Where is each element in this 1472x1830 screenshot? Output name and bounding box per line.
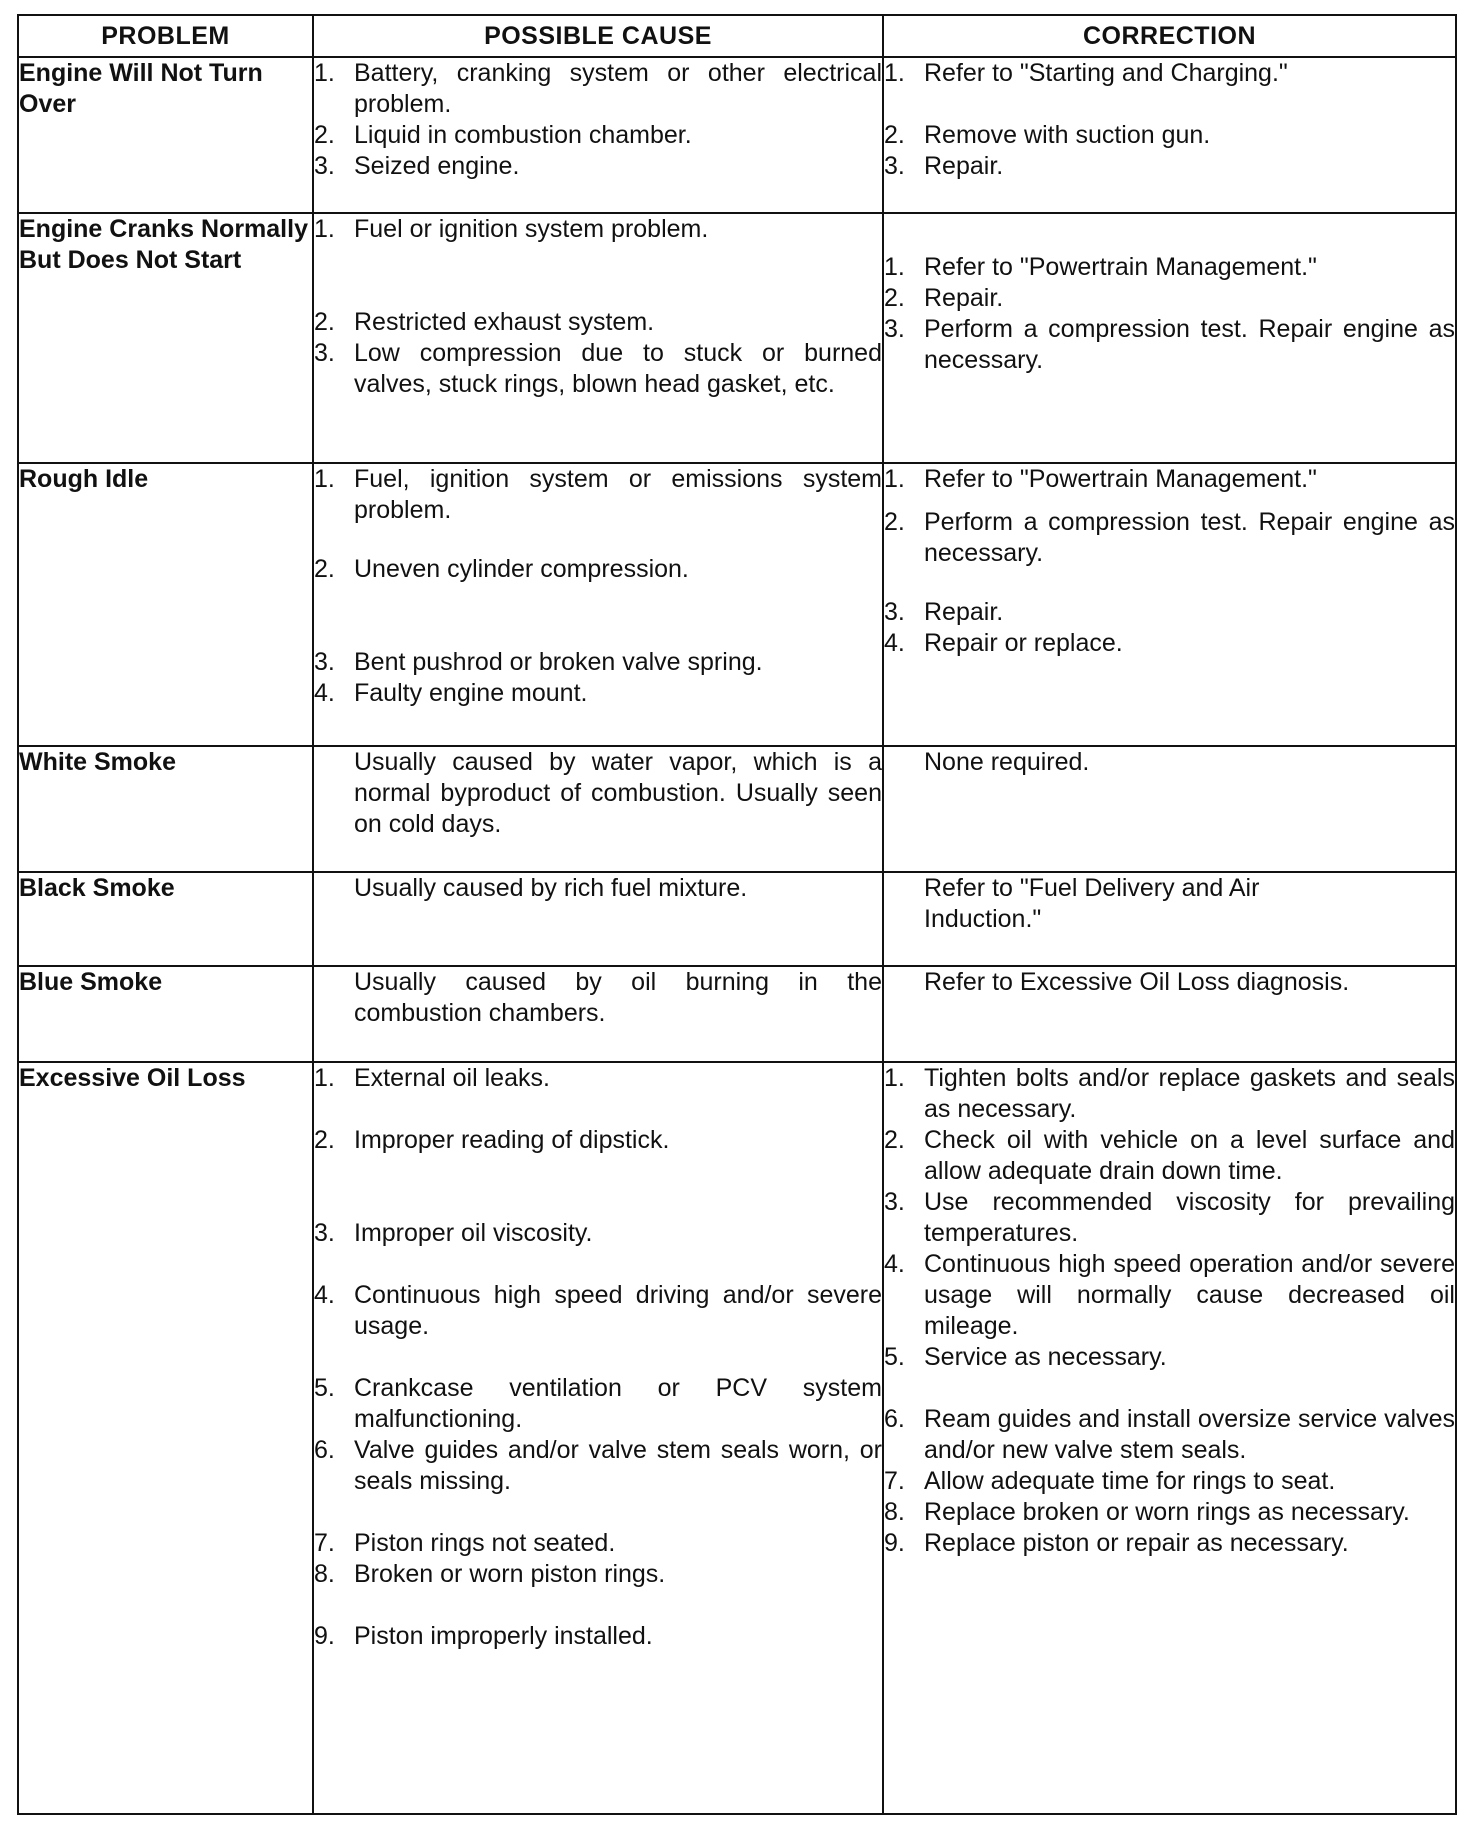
correction-item [884, 120, 1455, 151]
item-number: 3. [314, 1219, 335, 1247]
item-text: Use recommended viscosity for prevailing temperatures. [924, 1188, 1455, 1247]
header-possible-cause: POSSIBLE CAUSE [313, 15, 883, 57]
cause-cell [313, 966, 883, 1062]
correction-text: Refer to Excessive Oil Loss diagnosis. [924, 968, 1350, 996]
item-number: 8. [884, 1498, 905, 1526]
table-row [18, 746, 1456, 872]
correction-item [884, 1497, 1455, 1528]
correction-text: None required. [924, 748, 1090, 776]
correction-cell [883, 872, 1456, 966]
cause-item [314, 307, 882, 338]
item-text: Seized engine. [354, 152, 520, 180]
cause-item [314, 151, 882, 182]
cause-cell [313, 213, 883, 463]
item-text: Ream guides and install oversize service valves and/or new valve stem seals. [924, 1405, 1455, 1464]
item-text: Fuel or ignition system problem. [354, 215, 709, 243]
item-text: Low compression due to stuck or burned valves, stuck rings, blown head gasket, etc. [354, 339, 882, 398]
item-text: Remove with suction gun. [924, 121, 1211, 149]
item-number: 6. [314, 1436, 335, 1464]
item-text: Improper oil viscosity. [354, 1219, 593, 1247]
item-text: Uneven cylinder compression. [354, 555, 689, 583]
header-correction: CORRECTION [883, 15, 1456, 57]
table-row [18, 57, 1456, 213]
correction-item [884, 464, 1455, 495]
correction-item [884, 252, 1455, 283]
item-number: 4. [884, 1250, 905, 1278]
item-text: Check oil with vehicle on a level surface and allow adequate drain down time. [924, 1126, 1455, 1185]
problem-cell: Blue Smoke [18, 966, 313, 1062]
cause-item [314, 1218, 882, 1249]
item-number: 4. [884, 629, 905, 657]
cause-item [314, 58, 882, 120]
problem-cell: Engine Cranks Normally But Does Not Start [18, 213, 313, 463]
correction-item [884, 1249, 1455, 1342]
cause-cell [313, 463, 883, 746]
correction-item [884, 1125, 1455, 1187]
item-text: Restricted exhaust system. [354, 308, 655, 336]
cause-item [314, 214, 882, 245]
correction-item [884, 58, 1455, 89]
item-text: Replace piston or repair as necessary. [924, 1529, 1349, 1557]
cause-text: Usually caused by water vapor, which is a normal byproduct of combustion. Usually seen on cold days. [354, 748, 882, 838]
item-number: 4. [314, 1281, 335, 1309]
item-text: Crankcase ventilation or PCV system malfunctioning. [354, 1374, 882, 1433]
cause-cell [313, 746, 883, 872]
item-number: 3. [884, 152, 905, 180]
item-text: Liquid in combustion chamber. [354, 121, 692, 149]
correction-item [884, 1342, 1455, 1373]
table-row [18, 872, 1456, 966]
item-number: 1. [884, 465, 905, 493]
cause-text: Usually caused by oil burning in the combustion chambers. [354, 968, 882, 1027]
item-number: 3. [884, 598, 905, 626]
correction-item [884, 628, 1455, 659]
item-text: Refer to "Powertrain Management." [924, 253, 1317, 281]
cause-item [314, 1435, 882, 1497]
item-number: 2. [314, 121, 335, 149]
item-number: 1. [884, 1064, 905, 1092]
correction-cell [883, 57, 1456, 213]
item-number: 9. [314, 1622, 335, 1650]
cause-item [314, 1063, 882, 1094]
item-number: 4. [314, 679, 335, 707]
item-text: Piston improperly installed. [354, 1622, 653, 1650]
item-number: 1. [314, 215, 335, 243]
cause-item [314, 1621, 882, 1652]
item-number: 3. [884, 315, 905, 343]
item-number: 7. [884, 1467, 905, 1495]
cause-item [314, 678, 882, 709]
item-number: 3. [314, 339, 335, 367]
correction-text: Refer to "Fuel Delivery and Air Induction." [924, 874, 1260, 933]
item-text: Piston rings not seated. [354, 1529, 616, 1557]
item-text: Valve guides and/or valve stem seals worn, or seals missing. [354, 1436, 882, 1495]
item-number: 1. [314, 1064, 335, 1092]
engine-diagnosis-table [17, 14, 1457, 1815]
cause-item [314, 1559, 882, 1590]
item-number: 3. [314, 152, 335, 180]
cause-item [314, 554, 882, 585]
correction-item [884, 597, 1455, 628]
correction-item [884, 1063, 1455, 1125]
correction-item [884, 1404, 1455, 1466]
item-text: Refer to "Starting and Charging." [924, 59, 1288, 87]
item-number: 1. [884, 59, 905, 87]
cause-item [314, 647, 882, 678]
cause-item [314, 1280, 882, 1342]
cause-item [314, 1125, 882, 1156]
item-number: 2. [884, 508, 905, 536]
table-row [18, 966, 1456, 1062]
item-text: Tighten bolts and/or replace gaskets and seals as necessary. [924, 1064, 1455, 1123]
item-number: 3. [314, 648, 335, 676]
correction-cell [883, 463, 1456, 746]
item-text: Repair or replace. [924, 629, 1123, 657]
correction-cell [883, 1062, 1456, 1814]
item-text: Improper reading of dipstick. [354, 1126, 670, 1154]
item-number: 7. [314, 1529, 335, 1557]
cause-cell [313, 872, 883, 966]
correction-cell [883, 213, 1456, 463]
problem-cell: Black Smoke [18, 872, 313, 966]
item-text: Perform a compression test. Repair engine as necessary. [924, 315, 1455, 374]
item-text: Refer to "Powertrain Management." [924, 465, 1317, 493]
cause-item [314, 1528, 882, 1559]
table-row [18, 463, 1456, 746]
item-text: Continuous high speed operation and/or severe usage will normally cause decreased oil mileage. [924, 1250, 1455, 1340]
item-number: 8. [314, 1560, 335, 1588]
item-text: Broken or worn piston rings. [354, 1560, 666, 1588]
correction-item [884, 1466, 1455, 1497]
header-problem: PROBLEM [18, 15, 313, 57]
cause-item [314, 120, 882, 151]
correction-cell [883, 966, 1456, 1062]
header-row [18, 15, 1456, 57]
item-number: 2. [884, 1126, 905, 1154]
item-number: 3. [884, 1188, 905, 1216]
item-number: 2. [884, 284, 905, 312]
item-number: 2. [314, 308, 335, 336]
item-number: 2. [314, 555, 335, 583]
item-text: Repair. [924, 152, 1004, 180]
item-text: Battery, cranking system or other electrical problem. [354, 59, 882, 118]
item-text: Bent pushrod or broken valve spring. [354, 648, 763, 676]
item-number: 9. [884, 1529, 905, 1557]
correction-cell [883, 746, 1456, 872]
item-number: 1. [884, 253, 905, 281]
item-text: Repair. [924, 284, 1004, 312]
correction-item [884, 507, 1455, 569]
cause-item [314, 464, 882, 526]
item-number: 6. [884, 1405, 905, 1433]
item-number: 2. [314, 1126, 335, 1154]
item-number: 1. [314, 465, 335, 493]
item-text: Replace broken or worn rings as necessary. [924, 1498, 1410, 1526]
problem-cell: White Smoke [18, 746, 313, 872]
correction-item [884, 314, 1455, 376]
correction-item [884, 151, 1455, 182]
item-text: Perform a compression test. Repair engine as necessary. [924, 508, 1455, 567]
correction-item [884, 1187, 1455, 1249]
correction-item [884, 283, 1455, 314]
item-text: External oil leaks. [354, 1064, 550, 1092]
correction-item [884, 1528, 1455, 1559]
item-text: Fuel, ignition system or emissions system problem. [354, 465, 882, 524]
item-number: 5. [314, 1374, 335, 1402]
item-number: 2. [884, 121, 905, 149]
cause-text: Usually caused by rich fuel mixture. [354, 874, 748, 902]
cause-cell [313, 57, 883, 213]
item-number: 1. [314, 59, 335, 87]
table-row [18, 213, 1456, 463]
cause-cell [313, 1062, 883, 1814]
item-text: Service as necessary. [924, 1343, 1167, 1371]
item-number: 5. [884, 1343, 905, 1371]
item-text: Continuous high speed driving and/or severe usage. [354, 1281, 882, 1340]
table-row [18, 1062, 1456, 1814]
problem-cell: Rough Idle [18, 463, 313, 746]
cause-item [314, 1373, 882, 1435]
problem-cell: Excessive Oil Loss [18, 1062, 313, 1814]
item-text: Faulty engine mount. [354, 679, 588, 707]
cause-item [314, 338, 882, 400]
item-text: Repair. [924, 598, 1004, 626]
problem-cell: Engine Will Not Turn Over [18, 57, 313, 213]
item-text: Allow adequate time for rings to seat. [924, 1467, 1336, 1495]
